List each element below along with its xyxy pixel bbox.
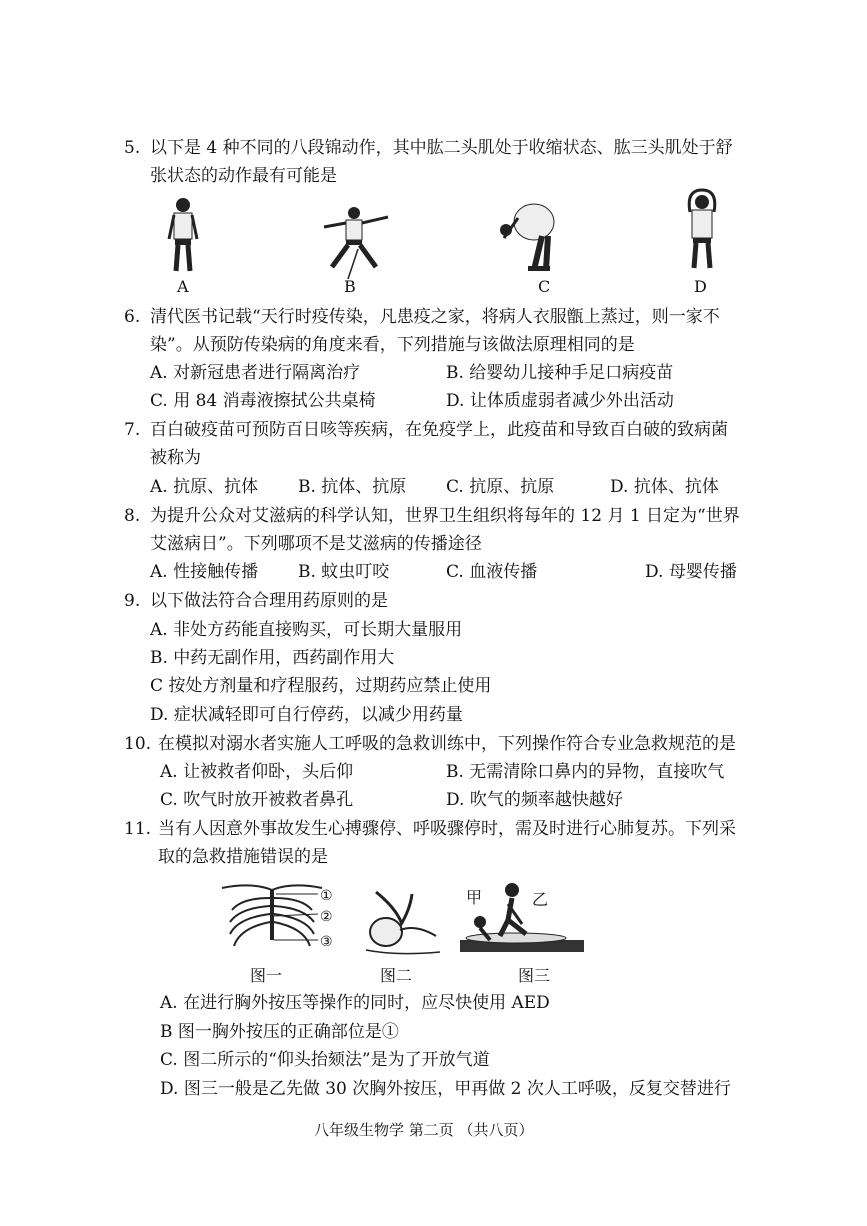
q5-label-c: C bbox=[538, 277, 551, 296]
q5-figure-c bbox=[492, 200, 564, 276]
q11-fig3-mark-jia: 甲 bbox=[466, 888, 483, 907]
q9-option-b: B. 中药无副作用，西药副作用大 bbox=[150, 648, 395, 668]
q11-figure-2-head-tilt bbox=[356, 880, 446, 960]
q10-text-line1: 在模拟对溺水者实施人工呼吸的急救训练中，下列操作符合专业急救规范的是 bbox=[158, 734, 736, 754]
q7-option-c: C. 抗原、抗原 bbox=[446, 477, 555, 497]
q6-text-line2: 染”。从预防传染病的角度来看，下列措施与该做法原理相同的是 bbox=[150, 335, 635, 355]
q11-label-fig3: 图三 bbox=[518, 966, 551, 985]
q5-figure-d bbox=[676, 186, 728, 272]
q7-option-d: D. 抗体、抗体 bbox=[610, 477, 719, 497]
q9-option-a: A. 非处方药能直接购买，可长期大量服用 bbox=[150, 620, 463, 640]
q11-number: 11. bbox=[124, 819, 152, 839]
q11-option-d: D. 图三一般是乙先做 30 次胸外按压，甲再做 2 次人工呼吸，反复交替进行 bbox=[160, 1079, 731, 1099]
q10-option-a: A. 让被救者仰卧，头后仰 bbox=[160, 762, 354, 782]
q11-fig1-mark-3: ③ bbox=[320, 934, 333, 950]
q8-text-line1: 为提升公众对艾滋病的科学认知，世界卫生组织将每年的 12 月 1 日定为“世界 bbox=[150, 506, 740, 526]
q11-label-fig2: 图二 bbox=[380, 966, 413, 985]
q7-option-b: B. 抗体、抗原 bbox=[298, 477, 407, 497]
q6-option-d: D. 让体质虚弱者减少外出活动 bbox=[446, 391, 674, 411]
q5-label-d: D bbox=[694, 277, 707, 296]
q8-option-d: D. 母婴传播 bbox=[645, 562, 737, 582]
q11-text-line1: 当有人因意外事故发生心搏骤停、呼吸骤停时，需及时进行心肺复苏。下列采 bbox=[158, 819, 736, 839]
q5-figure-a bbox=[160, 195, 206, 275]
q11-option-a: A. 在进行胸外按压等操作的同时，应尽快使用 AED bbox=[160, 993, 550, 1013]
q10-option-d: D. 吹气的频率越快越好 bbox=[446, 790, 623, 810]
q10-option-b: B. 无需清除口鼻内的异物，直接吹气 bbox=[446, 762, 725, 782]
q9-option-d: D. 症状减轻即可自行停药，以减少用药量 bbox=[150, 705, 463, 725]
q5-text-line2: 张状态的动作最有可能是 bbox=[150, 166, 337, 186]
q6-number: 6. bbox=[124, 307, 141, 327]
q7-number: 7. bbox=[124, 420, 141, 440]
q11-fig1-mark-1: ① bbox=[320, 888, 333, 904]
q5-text-line1: 以下是 4 种不同的八段锦动作，其中肱二头肌处于收缩状态、肱三头肌处于舒 bbox=[150, 138, 733, 158]
q9-text-line1: 以下做法符合合理用药原则的是 bbox=[150, 591, 388, 611]
q11-fig3-mark-yi: 乙 bbox=[532, 890, 549, 909]
q5-number: 5. bbox=[124, 138, 141, 158]
q5-figure-b bbox=[318, 205, 394, 281]
q7-text-line1: 百白破疫苗可预防百日咳等疾病，在免疫学上，此疫苗和导致百白破的致病菌 bbox=[150, 420, 728, 440]
q5-label-b: B bbox=[344, 277, 356, 296]
q11-fig1-mark-2: ② bbox=[320, 909, 333, 925]
page-footer: 八年级生物学 第二页 （共八页） bbox=[314, 1121, 534, 1139]
q6-text-line1: 清代医书记载“天行时疫传染，凡患疫之家，将病人衣服甑上蒸过，则一家不 bbox=[150, 307, 720, 327]
q5-label-a: A bbox=[177, 277, 189, 296]
q7-option-a: A. 抗原、抗体 bbox=[150, 477, 259, 497]
q8-text-line2: 艾滋病日”。下列哪项不是艾滋病的传播途径 bbox=[150, 534, 482, 554]
q8-option-a: A. 性接触传播 bbox=[150, 562, 259, 582]
q6-option-a: A. 对新冠患者进行隔离治疗 bbox=[150, 363, 361, 383]
q11-option-b: B 图一胸外按压的正确部位是① bbox=[160, 1022, 399, 1042]
q6-option-b: B. 给婴幼儿接种手足口病疫苗 bbox=[446, 363, 674, 383]
q8-option-b: B. 蚊虫叮咬 bbox=[298, 562, 390, 582]
q11-option-c: C. 图二所示的“仰头抬颏法”是为了开放气道 bbox=[160, 1050, 490, 1070]
q6-option-c: C. 用 84 消毒液擦拭公共桌椅 bbox=[150, 391, 376, 411]
q9-option-c: C 按处方剂量和疗程服药，过期药应禁止使用 bbox=[150, 676, 492, 696]
q11-text-line2: 取的急救措施错误的是 bbox=[158, 847, 328, 867]
q10-option-c: C. 吹气时放开被救者鼻孔 bbox=[160, 790, 354, 810]
q10-number: 10. bbox=[124, 734, 152, 754]
q7-text-line2: 被称为 bbox=[150, 448, 201, 468]
q11-label-fig1: 图一 bbox=[250, 966, 283, 985]
q8-option-c: C. 血液传播 bbox=[446, 562, 538, 582]
q9-number: 9. bbox=[124, 591, 141, 611]
q8-number: 8. bbox=[124, 506, 141, 526]
